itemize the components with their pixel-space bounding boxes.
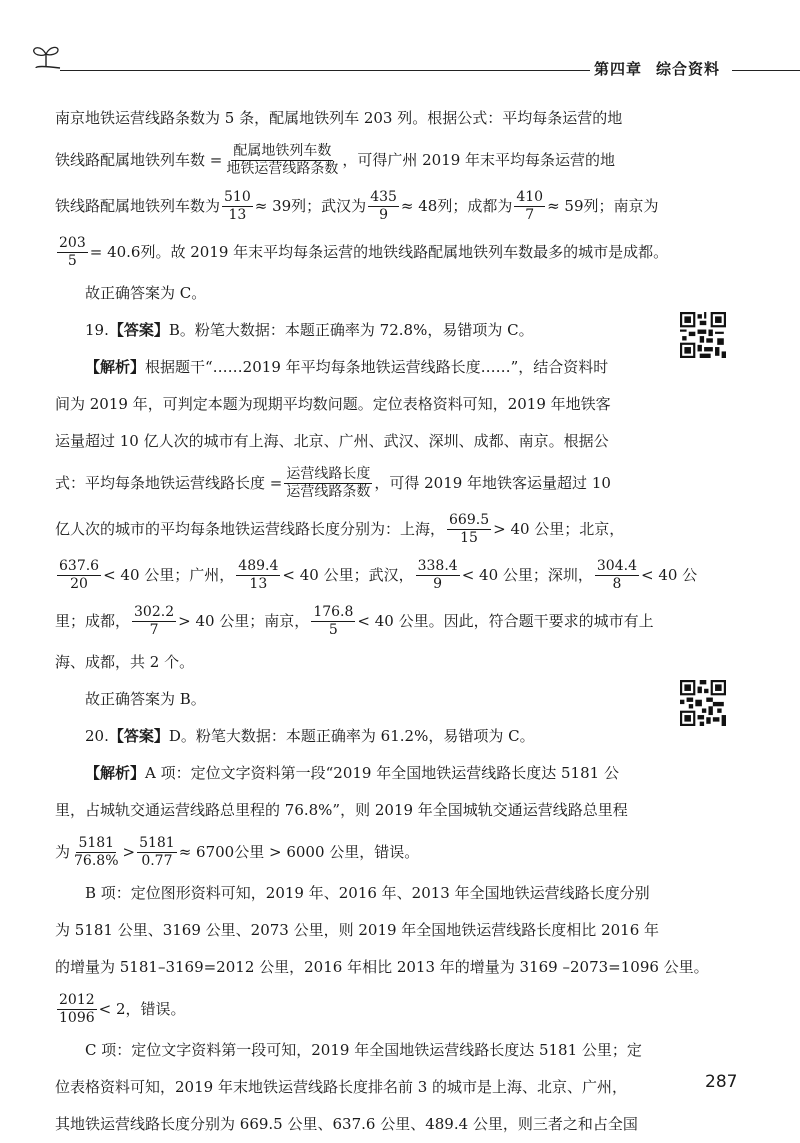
denominator: 15 <box>460 529 478 546</box>
text: < 40 公里；广州， <box>103 565 235 584</box>
fraction <box>595 558 639 593</box>
numerator: 304.4 <box>596 557 637 574</box>
fraction <box>72 835 120 870</box>
header-rule <box>60 70 590 71</box>
denominator: 76.8% <box>74 852 119 869</box>
text: < 40 公里；武汉， <box>282 565 414 584</box>
answer-line <box>55 312 655 349</box>
text: > <box>122 842 136 861</box>
qr-code-icon <box>680 680 726 726</box>
numerator: 302.2 <box>134 603 175 620</box>
fraction <box>284 466 372 501</box>
text: ≈ 59列；南京为 <box>547 196 659 215</box>
denominator: 地铁运营线路条数 <box>226 160 339 177</box>
text-line <box>55 460 655 506</box>
text: ≈ 48列；成都为 <box>400 196 513 215</box>
text-line <box>55 681 655 718</box>
answer-text: B。粉笔大数据：本题正确率为 72.8%，易错项为 C。 <box>168 321 534 339</box>
text: 其地铁运营线路长度分别为 669.5 公里、637.6 公里、489.4 公里，则三者之和占全国 <box>55 1115 638 1133</box>
text: 式：平均每条地铁运营线路长度 = <box>55 473 283 492</box>
text-line <box>55 829 655 875</box>
fraction <box>57 558 101 593</box>
numerator: 运营线路长度 <box>286 465 371 482</box>
header-rule-right <box>732 70 800 71</box>
numerator: 338.4 <box>417 557 458 574</box>
denominator: 13 <box>249 575 268 592</box>
text: 海、成都，共 2 个。 <box>55 653 195 671</box>
text-line <box>55 275 655 312</box>
text-line <box>55 875 655 912</box>
analysis-tag: 【解析】 <box>85 358 146 376</box>
text-line <box>55 552 698 598</box>
denominator: 20 <box>70 575 88 592</box>
denominator: 13 <box>228 206 247 223</box>
denominator: 0.77 <box>141 852 173 869</box>
fraction <box>311 604 355 639</box>
text-line <box>55 912 660 949</box>
text: 为 <box>55 842 71 861</box>
fraction <box>222 189 253 224</box>
qr-code-icon <box>680 312 726 358</box>
text: > 40 公里；南京， <box>178 611 310 630</box>
text-line <box>55 644 655 681</box>
text-line <box>55 386 655 423</box>
denominator: 7 <box>149 621 159 638</box>
question-number: 20. <box>85 727 109 745</box>
numerator: 489.4 <box>238 557 279 574</box>
numerator: 2012 <box>59 991 95 1008</box>
page-header <box>0 0 800 90</box>
text-line <box>55 183 659 229</box>
numerator: 5181 <box>139 834 175 851</box>
answer-conclusion: 故正确答案为 C。 <box>85 284 207 302</box>
numerator: 5181 <box>78 834 115 851</box>
text: ，可得广州 2019 年末平均每条运营的地 <box>342 150 616 169</box>
denominator: 运营线路条数 <box>286 483 371 500</box>
answer-line <box>55 718 655 755</box>
fraction <box>132 604 176 639</box>
numerator: 637.6 <box>59 557 100 574</box>
text: 亿人次的城市的平均每条地铁运营线路长度分别为：上海， <box>55 519 446 538</box>
text-line <box>55 506 655 552</box>
text: < 40 公里。因此，符合题干要求的城市有上 <box>357 611 654 630</box>
fraction <box>447 512 491 547</box>
denominator: 8 <box>612 575 622 592</box>
numerator: 669.5 <box>449 511 490 528</box>
text: 铁线路配属地铁列车数 = <box>55 150 223 169</box>
text-line <box>55 1069 655 1106</box>
text-line <box>55 986 655 1032</box>
fraction <box>224 143 340 178</box>
chapter-name: 综合资料 <box>656 60 721 78</box>
text-line <box>55 755 655 792</box>
denominator: 7 <box>525 206 535 223</box>
text: = 40.6列。故 2019 年末平均每条运营的地铁线路配属地铁列车数最多的城市是成都。 <box>89 242 669 261</box>
fraction <box>368 189 399 224</box>
fraction <box>416 558 460 593</box>
answer-tag: 【答案】 <box>108 727 169 745</box>
answer-tag: 【答案】 <box>108 321 169 339</box>
text: 间为 2019 年，可判定本题为现期平均数问题。定位表格资料可知，2019 年地铁客 <box>55 395 611 413</box>
text: < 40 公里；深圳， <box>461 565 593 584</box>
fraction <box>514 189 545 224</box>
answer-conclusion: 故正确答案为 B。 <box>85 690 206 708</box>
chapter-number: 第四章 <box>594 60 643 78</box>
numerator: 510 <box>224 188 251 205</box>
fraction <box>57 992 97 1027</box>
text-line <box>55 137 655 183</box>
text: < 40 公 <box>640 565 698 584</box>
text-line <box>55 949 709 986</box>
text-line <box>55 423 655 460</box>
denominator: 5 <box>328 621 338 638</box>
denominator: 5 <box>67 252 77 269</box>
page-number: 287 <box>705 1072 738 1092</box>
text: > 40 公里；北京， <box>493 519 625 538</box>
text: 的增量为 5181–3169=2012 公里，2016 年相比 2013 年的增量为 3169 –2073=1096 公里。 <box>55 958 709 976</box>
text: 里；成都， <box>55 611 131 630</box>
text-line <box>55 598 655 644</box>
page-body <box>55 100 709 1143</box>
text: 运量超过 10 亿人次的城市有上海、北京、广州、武汉、深圳、成都、南京。根据公 <box>55 432 609 450</box>
text-line <box>55 349 655 386</box>
text: ，可得 2019 年地铁客运量超过 10 <box>374 473 611 492</box>
numerator: 配属地铁列车数 <box>233 142 332 159</box>
denominator: 9 <box>433 575 443 592</box>
fraction <box>236 558 280 593</box>
text: C 项：定位文字资料第一段可知，2019 年全国地铁运营线路长度达 5181 公里；定 <box>85 1041 642 1059</box>
numerator: 203 <box>59 234 86 251</box>
question-number: 19. <box>85 321 109 339</box>
text: 根据题干“……2019 年平均每条地铁运营线路长度……”，结合资料时 <box>145 358 609 376</box>
text-line <box>55 1106 655 1143</box>
text: A 项：定位文字资料第一段“2019 年全国地铁运营线路长度达 5181 公 <box>145 764 619 782</box>
text: 为 5181 公里、3169 公里、2073 公里，则 2019 年全国地铁运营线路长度相比 2016 年 <box>55 921 660 939</box>
denominator: 1096 <box>59 1009 95 1026</box>
text-line <box>55 792 655 829</box>
denominator: 9 <box>379 206 389 223</box>
text: 南京地铁运营线路条数为 5 条，配属地铁列车 203 列。根据公式：平均每条运营的地 <box>55 109 623 127</box>
text-line <box>55 100 655 137</box>
text: < 2，错误。 <box>98 999 186 1018</box>
answer-text: D。粉笔大数据：本题正确率为 61.2%，易错项为 C。 <box>168 727 535 745</box>
text: 铁线路配属地铁列车数为 <box>55 196 221 215</box>
numerator: 435 <box>370 188 397 205</box>
text: B 项：定位图形资料可知，2019 年、2016 年、2013 年全国地铁运营线路长度分别 <box>85 884 650 902</box>
analysis-tag: 【解析】 <box>85 764 146 782</box>
chapter-title <box>594 58 734 79</box>
text: ≈ 6700公里 > 6000 公里，错误。 <box>178 842 420 861</box>
fraction <box>57 235 88 270</box>
numerator: 410 <box>516 188 544 205</box>
fraction <box>137 835 177 870</box>
numerator: 176.8 <box>313 603 354 620</box>
text-line <box>55 229 669 275</box>
sprout-icon <box>30 40 64 74</box>
text: ≈ 39列；武汉为 <box>254 196 367 215</box>
text: 位表格资料可知，2019 年末地铁运营线路长度排名前 3 的城市是上海、北京、广州， <box>55 1078 628 1096</box>
text: 里，占城轨交通运营线路总里程的 76.8%”，则 2019 年全国城轨交通运营线路总里程 <box>55 801 628 819</box>
text-line <box>55 1032 655 1069</box>
